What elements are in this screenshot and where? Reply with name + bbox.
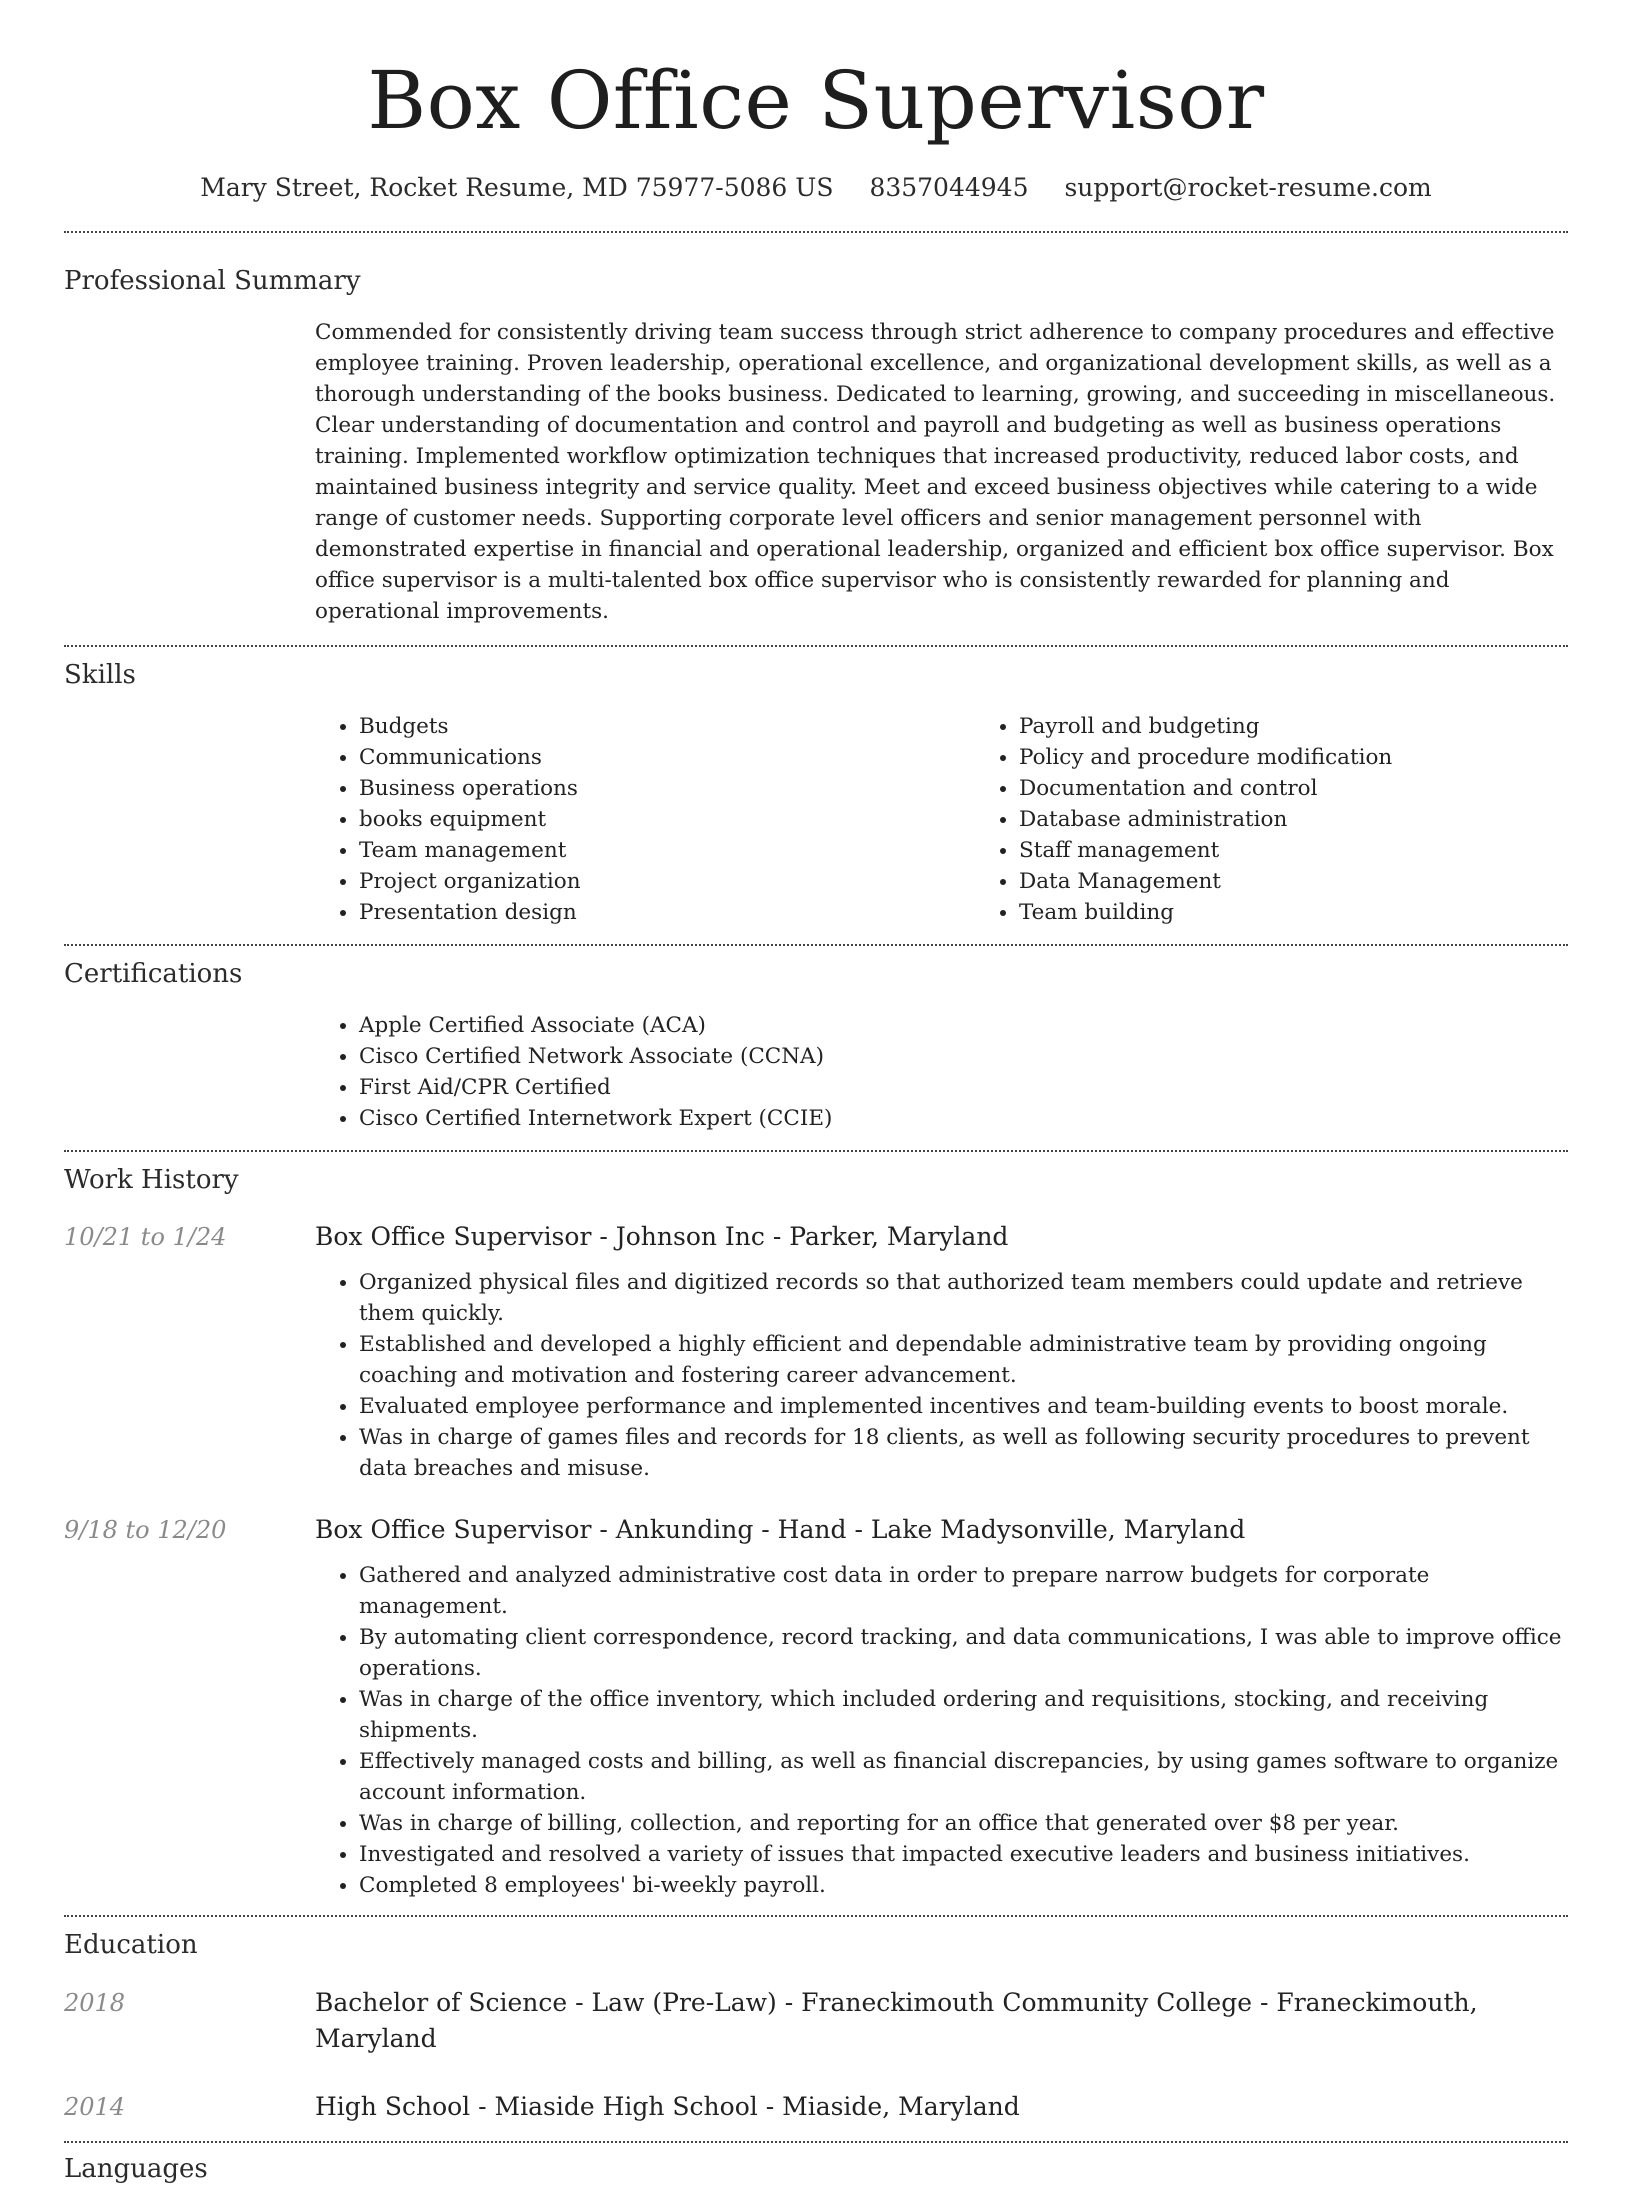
summary-section: [64, 233, 1568, 627]
certification-item: • Cisco Certified Internetwork Expert (CCIE): [359, 1103, 1568, 1134]
job-title: Box Office Supervisor - Ankunding - Hand - Lake Madysonville, Maryland: [315, 1515, 1246, 1544]
summary-heading: Professional Summary: [64, 266, 361, 296]
resume-header: [64, 0, 1568, 206]
certifications-section: [64, 946, 1568, 1134]
education-heading: Education: [64, 1930, 198, 1960]
education-degree: Bachelor of Science - Law (Pre-Law) - Franeckimouth Community College - Franeckimouth, Maryland: [315, 1988, 1478, 2053]
certifications-heading: Certifications: [64, 959, 243, 989]
skills-section: [64, 647, 1568, 928]
contact-phone: 8357044945: [869, 173, 1029, 202]
education-degree: High School - Miaside High School - Miaside, Maryland: [315, 2092, 1020, 2121]
skills-heading: Skills: [64, 660, 136, 690]
skill-item: • Documentation and control: [1019, 773, 1632, 804]
skills-list-left: [315, 711, 975, 928]
skill-item: • Team building: [1019, 897, 1632, 928]
education-year: 2018: [64, 1989, 126, 2017]
skill-item: • Policy and procedure modification: [1019, 742, 1632, 773]
education-year: 2014: [64, 2093, 126, 2121]
work-history-heading: Work History: [64, 1165, 239, 1195]
certification-item: • First Aid/CPR Certified: [359, 1072, 1568, 1103]
job-bullets: [315, 1560, 1568, 1901]
certifications-list: [315, 1010, 1568, 1134]
skill-item: • Project organization: [359, 866, 975, 897]
languages-section: [64, 2143, 1568, 2187]
candidate-name: Box Office Supervisor: [367, 54, 1265, 147]
job-dates: 9/18 to 12/20: [64, 1516, 227, 1544]
skill-item: • Communications: [359, 742, 975, 773]
contact-email: support@rocket-resume.com: [1064, 173, 1432, 202]
job-entry: [64, 1512, 1568, 1901]
skill-item: • Payroll and budgeting: [1019, 711, 1632, 742]
job-dates: 10/21 to 1/24: [64, 1223, 227, 1251]
job-bullet: • Evaluated employee performance and implemented incentives and team-building events to boost morale.: [359, 1391, 1568, 1422]
work-history-section: [64, 1152, 1568, 1901]
education-entry: [64, 2089, 1568, 2125]
education-section: [64, 1917, 1568, 2125]
job-bullet: • Was in charge of billing, collection, and reporting for an office that generated over $8 per year.: [359, 1808, 1568, 1839]
job-bullet: • Investigated and resolved a variety of issues that impacted executive leaders and business initiatives.: [359, 1839, 1568, 1870]
job-title: Box Office Supervisor - Johnson Inc - Parker, Maryland: [315, 1222, 1009, 1251]
skill-item: • Business operations: [359, 773, 975, 804]
skill-item: • Presentation design: [359, 897, 975, 928]
contact-address: Mary Street, Rocket Resume, MD 75977-5086 US: [200, 173, 834, 202]
skills-list-right: [975, 711, 1632, 928]
summary-text: Commended for consistently driving team success through strict adherence to company procedures and effective employee training. Proven leadership, operational excellence, and organizational development skills, as well as a thorough understanding of the books business. Dedicated to learning, growing, and succeeding in miscellaneous. Clear understanding of documentation and control and payroll and budgeting as well as business operations training. Implemented workflow optimization techniques that increased productivity, reduced labor costs, and maintained business integrity and service quality. Meet and exceed business objectives while catering to a wide range of customer needs. Supporting corporate level officers and senior management personnel with demonstrated expertise in financial and operational leadership, organized and efficient box office supervisor. Box office supervisor is a multi-talented box office supervisor who is consistently rewarded for planning and operational improvements.: [315, 320, 1556, 624]
certification-item: • Cisco Certified Network Associate (CCNA): [359, 1041, 1568, 1072]
job-bullet: • Established and developed a highly efficient and dependable administrative team by providing ongoing coaching and motivation and fostering career advancement.: [359, 1329, 1568, 1391]
skill-item: • Budgets: [359, 711, 975, 742]
certification-item: • Apple Certified Associate (ACA): [359, 1010, 1568, 1041]
job-bullet: • Was in charge of the office inventory, which included ordering and requisitions, stocking, and receiving shipments.: [359, 1684, 1568, 1746]
job-bullet: • Was in charge of games files and records for 18 clients, as well as following security procedures to prevent data breaches and misuse.: [359, 1422, 1568, 1484]
languages-heading: Languages: [64, 2154, 208, 2184]
job-bullet: • By automating client correspondence, record tracking, and data communications, I was able to improve office operations.: [359, 1622, 1568, 1684]
contact-line: [64, 170, 1568, 206]
skill-item: • Database administration: [1019, 804, 1632, 835]
job-bullet: • Completed 8 employees' bi-weekly payroll.: [359, 1870, 1568, 1901]
skill-item: • books equipment: [359, 804, 975, 835]
job-bullet: • Effectively managed costs and billing, as well as financial discrepancies, by using games software to organize account information.: [359, 1746, 1568, 1808]
skill-item: • Data Management: [1019, 866, 1632, 897]
job-bullet: • Gathered and analyzed administrative cost data in order to prepare narrow budgets for corporate management.: [359, 1560, 1568, 1622]
job-bullets: [315, 1267, 1568, 1484]
skill-item: • Team management: [359, 835, 975, 866]
education-entry: [64, 1985, 1568, 2057]
job-entry: [64, 1219, 1568, 1484]
skill-item: • Staff management: [1019, 835, 1632, 866]
job-bullet: • Organized physical files and digitized records so that authorized team members could update and retrieve them quickly.: [359, 1267, 1568, 1329]
